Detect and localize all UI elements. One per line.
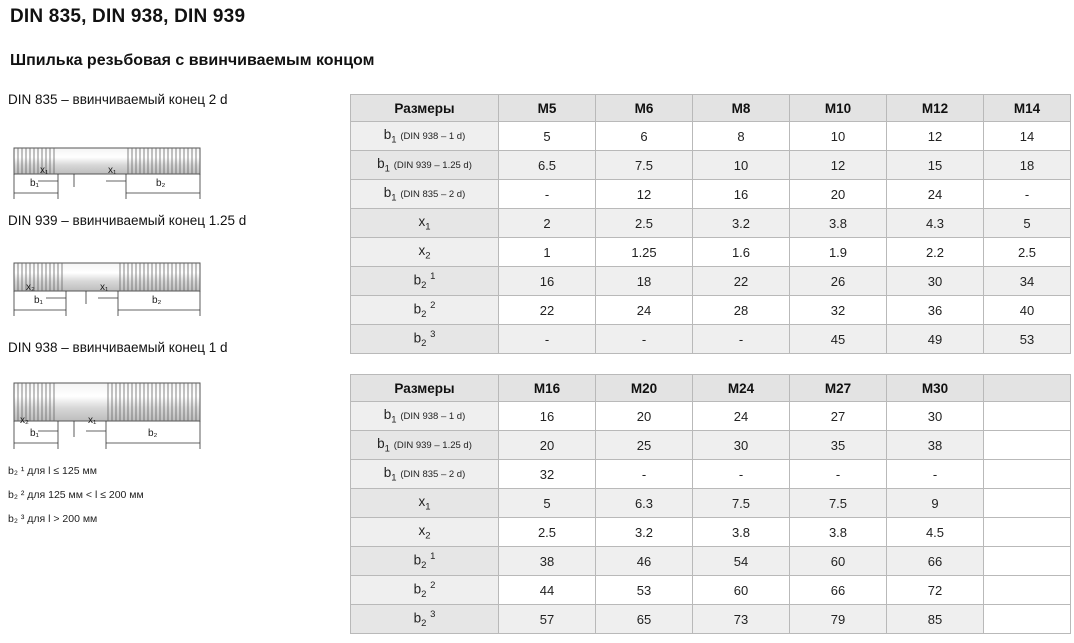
- row-label: $x_2$: [351, 238, 499, 267]
- table-cell: 35: [790, 431, 887, 460]
- figure-caption: DIN 939 – ввинчиваемый конец 1.25 d: [8, 213, 247, 228]
- figure-drawing: [8, 236, 338, 328]
- table-cell: 28: [693, 296, 790, 325]
- row-label: $b_1$ (DIN 835 – 2 d): [351, 460, 499, 489]
- table-cell: 46: [596, 547, 693, 576]
- table-header-cell: M10: [790, 95, 887, 122]
- table-cell: 12: [790, 151, 887, 180]
- table-cell: 4.3: [887, 209, 984, 238]
- table-cell: -: [499, 180, 596, 209]
- table-cell: -: [790, 460, 887, 489]
- dimensions-table-2: [350, 374, 1071, 634]
- table-cell: -: [693, 325, 790, 354]
- table-header-cell: Размеры: [351, 95, 499, 122]
- table-cell: 8: [693, 122, 790, 151]
- table-cell: 44: [499, 576, 596, 605]
- table-cell: 54: [693, 547, 790, 576]
- table-row: [351, 547, 1071, 576]
- table-row: [351, 296, 1071, 325]
- table-row: [351, 576, 1071, 605]
- table-cell: 6.3: [596, 489, 693, 518]
- table-cell: 7.5: [790, 489, 887, 518]
- table-cell: 20: [790, 180, 887, 209]
- table-cell: 20: [499, 431, 596, 460]
- table-row: [351, 460, 1071, 489]
- table-header-cell: M14: [984, 95, 1071, 122]
- dimension-label-x1: x₁: [100, 282, 109, 293]
- table-row: [351, 325, 1071, 354]
- note-3: b₂ ³ для l > 200 мм: [8, 513, 98, 525]
- note-1: b₂ ¹ для l ≤ 125 мм: [8, 465, 97, 477]
- table-cell: 6: [596, 122, 693, 151]
- table-cell: 15: [887, 151, 984, 180]
- table-cell: 2.5: [984, 238, 1071, 267]
- spec-table: [350, 374, 1071, 634]
- table-cell: 16: [693, 180, 790, 209]
- table-row: [351, 402, 1071, 431]
- table-row: [351, 605, 1071, 634]
- table-row: [351, 267, 1071, 296]
- table-cell: 3.2: [596, 518, 693, 547]
- table-cell: 1: [499, 238, 596, 267]
- table-header-cell: M24: [693, 375, 790, 402]
- table-cell: 60: [693, 576, 790, 605]
- table-cell: -: [596, 460, 693, 489]
- table-cell: 3.2: [693, 209, 790, 238]
- table-cell: 65: [596, 605, 693, 634]
- table-row: [351, 209, 1071, 238]
- dimension-label-b2: b₂: [148, 428, 158, 439]
- table-header-cell-empty: [984, 375, 1071, 402]
- table-cell: 3.8: [693, 518, 790, 547]
- table-cell: 5: [984, 209, 1071, 238]
- table-cell: 85: [887, 605, 984, 634]
- table-header-row: [351, 95, 1071, 122]
- table-header-cell: M16: [499, 375, 596, 402]
- table-cell: 30: [693, 431, 790, 460]
- table-cell: 40: [984, 296, 1071, 325]
- dimension-label-x2: x₂: [20, 415, 29, 426]
- table-cell-empty: [984, 605, 1071, 634]
- table-cell: 5: [499, 489, 596, 518]
- table-cell: 66: [887, 547, 984, 576]
- table-row: [351, 180, 1071, 209]
- figure-din938: [8, 340, 338, 459]
- table-row: [351, 151, 1071, 180]
- dimension-label-x1-right: x₁: [108, 165, 117, 176]
- table-header-cell: M30: [887, 375, 984, 402]
- table-cell: 32: [499, 460, 596, 489]
- table-cell: 45: [790, 325, 887, 354]
- figure-drawing: [8, 363, 338, 459]
- row-label: $b_1$ (DIN 939 – 1.25 d): [351, 151, 499, 180]
- figure-drawing: [8, 115, 338, 207]
- table-cell: 1.25: [596, 238, 693, 267]
- table-cell: 24: [693, 402, 790, 431]
- dimension-label-x2: x₂: [26, 282, 35, 293]
- table-row: [351, 518, 1071, 547]
- table-cell: 26: [790, 267, 887, 296]
- table-cell: 20: [596, 402, 693, 431]
- row-label: $b_2$ $^1$: [351, 547, 499, 576]
- table-cell: 38: [499, 547, 596, 576]
- page-subtitle: Шпилька резьбовая с ввинчиваемым концом: [10, 52, 375, 69]
- table-cell: 7.5: [596, 151, 693, 180]
- dimension-label-b2: b₂: [156, 178, 166, 189]
- figure-caption: DIN 835 – ввинчиваемый конец 2 d: [8, 92, 228, 107]
- table-cell: 18: [984, 151, 1071, 180]
- table-cell: 22: [499, 296, 596, 325]
- table-row: [351, 431, 1071, 460]
- table-cell: 10: [693, 151, 790, 180]
- table-cell: 25: [596, 431, 693, 460]
- table-cell: -: [499, 325, 596, 354]
- table-cell: 2: [499, 209, 596, 238]
- table-cell: 57: [499, 605, 596, 634]
- row-label: $b_2$ $^2$: [351, 296, 499, 325]
- table-row: [351, 489, 1071, 518]
- table-cell: 16: [499, 402, 596, 431]
- table-header-cell: M27: [790, 375, 887, 402]
- table-header-cell: M6: [596, 95, 693, 122]
- table-cell: 66: [790, 576, 887, 605]
- table-cell: 12: [887, 122, 984, 151]
- table-cell: 1.6: [693, 238, 790, 267]
- table-header-cell: M12: [887, 95, 984, 122]
- table-cell: 73: [693, 605, 790, 634]
- table-cell: 2.2: [887, 238, 984, 267]
- table-cell: 79: [790, 605, 887, 634]
- note-2: b₂ ² для 125 мм < l ≤ 200 мм: [8, 489, 144, 501]
- row-label: $b_1$ (DIN 939 – 1.25 d): [351, 431, 499, 460]
- table-row: [351, 122, 1071, 151]
- table-cell: 12: [596, 180, 693, 209]
- table-cell: 5: [499, 122, 596, 151]
- table-header-cell: M20: [596, 375, 693, 402]
- table-cell: 30: [887, 402, 984, 431]
- dimensions-table-1: [350, 94, 1071, 354]
- row-label: $x_1$: [351, 489, 499, 518]
- table-cell: -: [984, 180, 1071, 209]
- row-label: $b_1$ (DIN 938 – 1 d): [351, 122, 499, 151]
- table-cell-empty: [984, 547, 1071, 576]
- table-cell: 2.5: [499, 518, 596, 547]
- dimension-label-b2: b₂: [152, 295, 162, 306]
- row-label: $b_2$ $^3$: [351, 325, 499, 354]
- table-cell: 32: [790, 296, 887, 325]
- figures-column: [8, 92, 338, 537]
- table-cell: 60: [790, 547, 887, 576]
- row-label: $x_1$: [351, 209, 499, 238]
- table-cell: 4.5: [887, 518, 984, 547]
- dimension-label-x1-left: x₁: [40, 165, 49, 176]
- table-cell-empty: [984, 431, 1071, 460]
- table-cell-empty: [984, 460, 1071, 489]
- table-cell: 27: [790, 402, 887, 431]
- dimension-label-b1: b₁: [30, 178, 39, 189]
- row-label: $b_1$ (DIN 938 – 1 d): [351, 402, 499, 431]
- table-cell: 30: [887, 267, 984, 296]
- table-cell: -: [693, 460, 790, 489]
- figure-din835: [8, 92, 338, 207]
- table-cell: 22: [693, 267, 790, 296]
- dimension-label-x1: x₁: [88, 415, 97, 426]
- table-cell: -: [887, 460, 984, 489]
- table-header-cell: Размеры: [351, 375, 499, 402]
- table-cell: 53: [596, 576, 693, 605]
- table-cell: 2.5: [596, 209, 693, 238]
- table-cell-empty: [984, 402, 1071, 431]
- table-cell: 24: [887, 180, 984, 209]
- figure-din939: [8, 213, 338, 328]
- table-header-row: [351, 375, 1071, 402]
- table-header-cell: M5: [499, 95, 596, 122]
- table-cell: 72: [887, 576, 984, 605]
- table-cell: 7.5: [693, 489, 790, 518]
- table-cell-empty: [984, 576, 1071, 605]
- table-cell: 16: [499, 267, 596, 296]
- table-cell: 6.5: [499, 151, 596, 180]
- table-cell: 49: [887, 325, 984, 354]
- table-header-cell: M8: [693, 95, 790, 122]
- table-cell: 53: [984, 325, 1071, 354]
- dimension-label-b1: b₁: [30, 428, 39, 439]
- row-label: $b_1$ (DIN 835 – 2 d): [351, 180, 499, 209]
- table-row: [351, 238, 1071, 267]
- row-label: $x_2$: [351, 518, 499, 547]
- row-label: $b_2$ $^1$: [351, 267, 499, 296]
- table-cell: -: [596, 325, 693, 354]
- row-label: $b_2$ $^3$: [351, 605, 499, 634]
- table-cell: 38: [887, 431, 984, 460]
- figure-caption: DIN 938 – ввинчиваемый конец 1 d: [8, 340, 228, 355]
- table-cell-empty: [984, 489, 1071, 518]
- dimension-label-b1: b₁: [34, 295, 43, 306]
- table-cell: 3.8: [790, 518, 887, 547]
- table-cell: 10: [790, 122, 887, 151]
- table-cell-empty: [984, 518, 1071, 547]
- table-cell: 14: [984, 122, 1071, 151]
- table-cell: 9: [887, 489, 984, 518]
- table-cell: 18: [596, 267, 693, 296]
- table-cell: 34: [984, 267, 1071, 296]
- table-cell: 1.9: [790, 238, 887, 267]
- spec-table: [350, 94, 1071, 354]
- table-cell: 36: [887, 296, 984, 325]
- table-cell: 3.8: [790, 209, 887, 238]
- row-label: $b_2$ $^2$: [351, 576, 499, 605]
- table-cell: 24: [596, 296, 693, 325]
- page-title: DIN 835, DIN 938, DIN 939: [10, 6, 246, 27]
